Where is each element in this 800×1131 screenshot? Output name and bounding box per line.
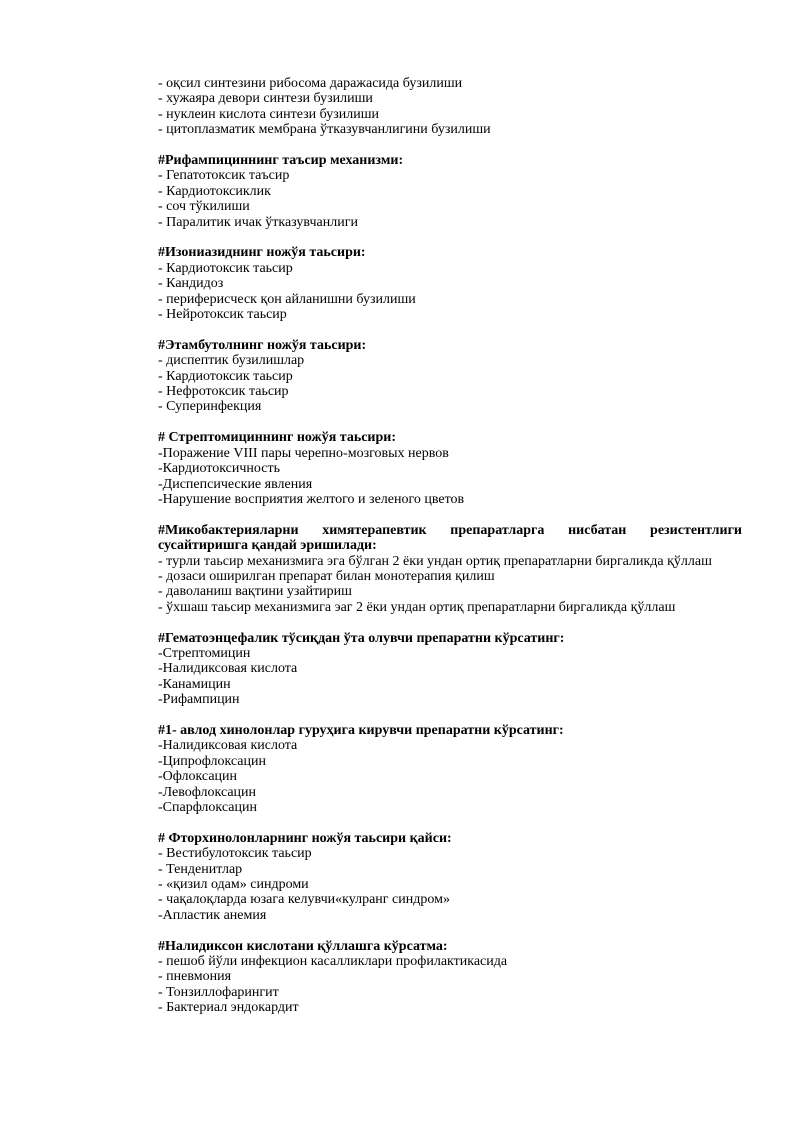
answer-option: -Спарфлоксацин <box>158 799 257 815</box>
answer-option: - цитоплазматик мембрана ўтказувчанлигини бузилиши <box>158 122 491 138</box>
question-block-6 <box>158 631 742 708</box>
answer-option: -Офлоксацин <box>158 769 238 785</box>
question-heading: #Налидиксон кислотани қўллашга кўрсатма: <box>158 938 448 954</box>
question-heading: #Гематоэнцефалик тўсиқдан ўта олувчи препаратни кўрсатинг: <box>158 630 565 646</box>
answer-option: - Вестибулотоксик таьсир <box>158 846 312 862</box>
question-block-7 <box>158 723 742 815</box>
question-heading: #Рифампициннинг таъсир механизми: <box>158 153 404 169</box>
answer-option: - соч тўкилиши <box>158 199 250 215</box>
answer-option: -Ципрофлоксацин <box>158 753 266 769</box>
question-block-1 <box>158 153 742 230</box>
question-block-9 <box>158 939 742 1016</box>
answer-option: -Стрептомицин <box>158 645 251 661</box>
answer-option: -Канамицин <box>158 676 231 692</box>
answer-option: -Рифампицин <box>158 692 240 708</box>
answer-option: - чақалоқларда юзага келувчи«кулранг синдром» <box>158 892 450 908</box>
question-heading: #Изониазиднинг ножўя таьсири: <box>158 245 366 261</box>
question-block-8 <box>158 831 742 923</box>
answer-option: - «қизил одам» синдроми <box>158 877 309 892</box>
answer-option: - пневмония <box>158 969 232 985</box>
answer-option: - Суперинфекция <box>158 399 262 415</box>
answer-option: - ўхшаш таьсир механизмига эаг 2 ёки ундан ортиқ препаратларни биргаликда қўллаш <box>158 599 676 615</box>
question-block-5 <box>158 523 742 615</box>
question-block-4 <box>158 430 742 507</box>
answer-option: - Нейротоксик таьсир <box>158 307 287 323</box>
answer-option: -Налидиксовая кислота <box>158 738 298 754</box>
answer-option: -Левофлоксацин <box>158 784 257 800</box>
answer-option: - Паралитик ичак ўтказувчанлиги <box>158 214 358 230</box>
answer-option: - диспептик бузилишлар <box>158 353 305 369</box>
answer-option: - Кардиотоксик таьсир <box>158 260 293 276</box>
answer-option: -Диспепсические явления <box>158 476 313 492</box>
answer-option: - Тонзиллофарингит <box>158 984 279 1000</box>
question-heading: #Этамбутолнинг ножўя таьсири: <box>158 337 367 353</box>
answer-option: - нуклеин кислота синтези бузилиши <box>158 106 380 122</box>
question-block-2 <box>158 245 742 322</box>
answer-option: - Кардиотоксик таьсир <box>158 368 293 384</box>
document-page <box>158 76 742 1031</box>
question-heading: #Микобактерияларни химятерапевтик препаратларга нисбатан резистентлиги сусайтиришга қандай эришилади: <box>158 522 742 554</box>
question-heading: # Фторхинолонларнинг ножўя таьсири қайси: <box>158 830 452 846</box>
answer-option: - оқсил синтезини рибосома даражасида бузилиши <box>158 76 463 91</box>
answer-option: - хужаяра девори синтези бузилиши <box>158 91 373 107</box>
answer-option: -Поражение VIII пары черепно-мозговых нервов <box>158 445 449 461</box>
answer-option: - даволаниш вақтини узайтириш <box>158 584 352 600</box>
answer-option: - Тенденитлар <box>158 861 243 877</box>
question-heading: #1- авлод хинолонлар гуруҳига кирувчи препаратни кўрсатинг: <box>158 722 564 738</box>
answer-option: - Гепатотоксик таъсир <box>158 168 290 184</box>
answer-option: -Апластик анемия <box>158 907 267 923</box>
answer-option: - Кардиотоксиклик <box>158 183 271 199</box>
answer-option: -Налидиксовая кислота <box>158 661 298 677</box>
answer-option: - дозаси оширилган препарат билан монотерапия қилиш <box>158 568 495 584</box>
answer-option: - пешоб йўли инфекцион касалликлари профилактикасида <box>158 954 508 970</box>
answer-option: - Кандидоз <box>158 276 224 292</box>
answer-option: - перифериcческ қон айланишни бузилиши <box>158 291 416 307</box>
question-block-0 <box>158 76 742 138</box>
answer-option: -Нарушение восприятия желтого и зеленого цветов <box>158 491 465 507</box>
answer-option: - Нефротоксик таьсир <box>158 384 289 400</box>
question-heading: # Стрептомициннинг ножўя таьсири: <box>158 430 397 446</box>
answer-option: - турли таьсир механизмига эга бўлган 2 ёки ундан ортиқ препаратларни биргаликда қўллаш <box>158 553 712 569</box>
answer-option: -Кардиотоксичность <box>158 461 280 477</box>
answer-option: - Бактериал эндокардит <box>158 1000 299 1016</box>
question-block-3 <box>158 338 742 415</box>
